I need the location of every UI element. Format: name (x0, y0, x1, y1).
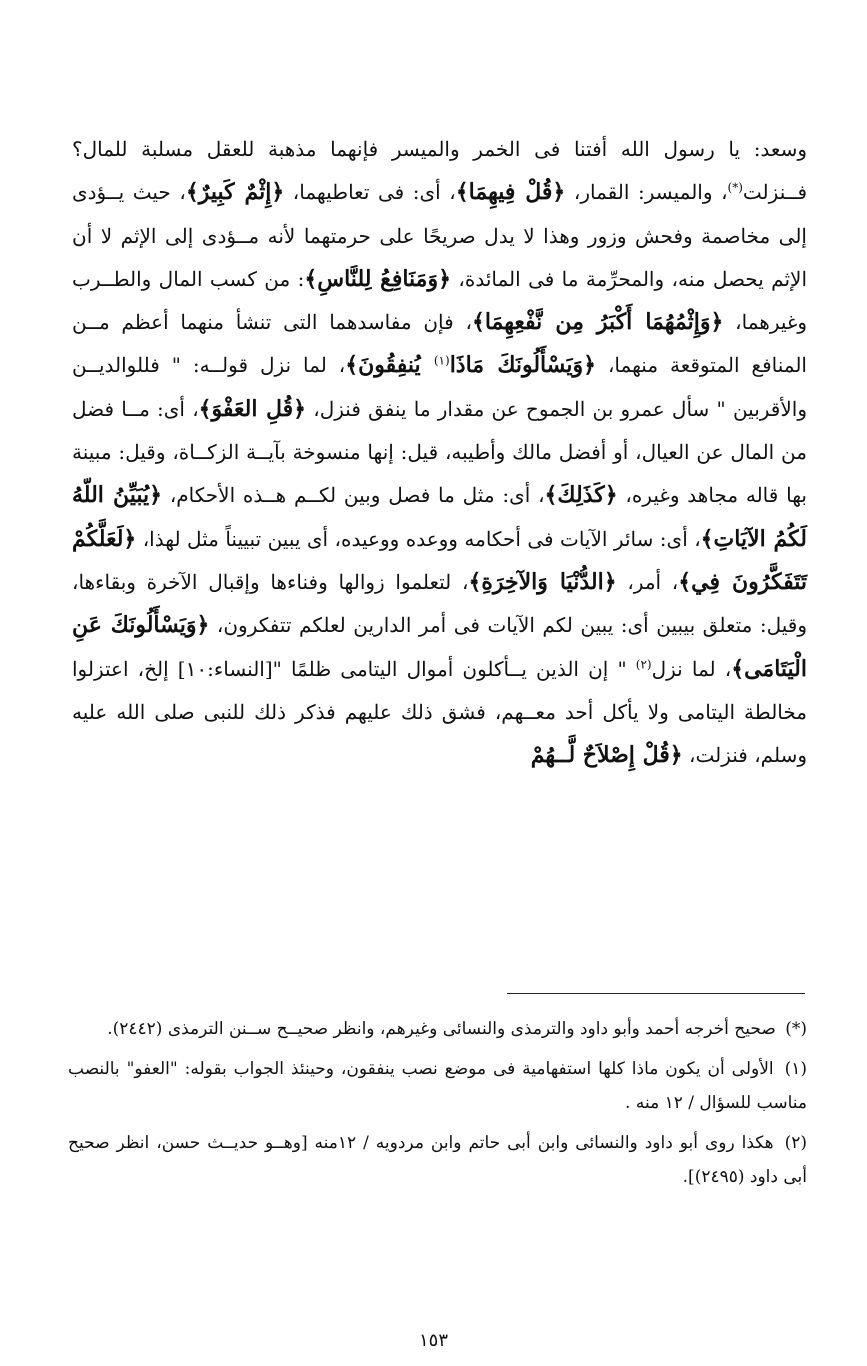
text-segment: وسعد: يا رسول الله أفتنا فى الخمر والميسر فإنهما مذهبة للعقل مسلبة للمال؟ فــنزلت (72, 137, 808, 205)
text-segment: ، حيث يــؤدى إلى مخاصمة وفحش وزور وهذا لا يدل صريحًا على حرمتهما لأنه مــؤدى إلى الإثم لا أن الإثم يحصل منه، والمحرِّمة ما فى المائدة، (72, 180, 808, 291)
text-segment: ، أى: مــا فضل من المال عن العيال، أو أفضل مالك وأطيبه، قيل: إنها منسوخة بآيــة الزكــاة، وقيل: مبينة بها قاله مجاهد وغيره، (72, 396, 807, 508)
quran-quote: ﴿يُبَيِّنُ اللّهُ لَكُمُ الآيَاتِ﴾ (72, 482, 807, 552)
footnote-divider (507, 993, 805, 994)
text-segment: : من كسب المال والطــرب وغيرهما، (72, 266, 808, 335)
text-segment: ، لما نزل (651, 656, 732, 681)
footnote-marker: (*) (785, 1019, 807, 1039)
text-segment: ، لما نزل قولــه: " فللوالديــن والأقربين " سأل عمرو بن الجموح عن مقدار ما ينفق فنزل، (72, 353, 807, 421)
quran-quote: ﴿قُلْ فِيهِمَا﴾ (455, 179, 566, 206)
footnote-ref[interactable]: (١) (433, 353, 450, 368)
text-segment: ، والميسر: القمار، (565, 180, 728, 205)
quran-quote: ﴿وَإِثْمُهُمَا أَكْبَرُ مِن نَّفْعِهِمَا﴾ (471, 309, 724, 336)
text-segment: ، فإن مفاسدهما التى تنشأ منهما أعظم مــن المنافع المتوقعة منهما، (72, 310, 807, 378)
footnote-text: الأولى أن يكون ماذا كلها استفهامية فى موضع نصب ينفقون، وحينئذ الجواب بقوله: "العفو" بالنصب مناسب للسؤال / ١٢ منه . (68, 1059, 807, 1113)
footnote-text: صحيح أخرجه أحمد وأبو داود والترمذى والنسائى وغيرهم، وانظر صحيــح ســنن الترمذى (٢٤٤٢). (107, 1019, 776, 1039)
text-segment: ، أى: مثل ما فصل وبين لكــم هــذه الأحكام، (162, 483, 545, 508)
footnote (68, 1126, 807, 1194)
footnote (68, 1012, 807, 1046)
quran-quote: ﴿كَذَلِكَ﴾ (544, 482, 618, 509)
quran-quote: ﴿وَمَنَافِعُ لِلنَّاسِ﴾ (304, 265, 451, 292)
text-segment: ، لتعلموا زوالها وفناءها وإقبال الآخرة وبقاءها، وقيل: متعلق بيبين أى: يبين لكم الآيات فى أمر الدارين لعلكم تتفكرون، (72, 569, 807, 638)
text-segment: ، أمر، (616, 569, 679, 594)
quran-quote: ﴿الدُّنْيَا وَالآخِرَةِ﴾ (468, 568, 617, 595)
footnote-ref[interactable]: (*) (727, 180, 743, 195)
footnote-marker: (٢) (784, 1133, 808, 1153)
quran-quote: يُنفِقُونَ﴾ (345, 352, 434, 379)
footnote (68, 1052, 807, 1120)
quran-quote: ﴿لَعَلَّكُمْ تَتَفَكَّرُونَ فِي﴾ (72, 525, 807, 595)
footnote-marker: (١) (784, 1059, 807, 1079)
quran-quote: ﴿قُلِ العَفْوَ﴾ (198, 395, 307, 422)
text-segment: " إن الذين يــأكلون أموال اليتامى ظلمًا "[النساء:١٠] إلخ، اعتزلوا مخالطة اليتامى ولا يأكل أحد معــهم، فشق ذلك عليهم فذكر ذلك للنبى صلى الله عليه وسلم، فنزلت، (72, 656, 807, 768)
text-segment: ، أى: سائر الآيات فى أحكامه ووعده ووعيده، أى يبين تبييناً مثل لهذا، (136, 526, 701, 551)
footnotes (68, 1012, 807, 1200)
text-segment: ، أى: فى تعاطيهما، (284, 180, 456, 205)
quran-quote: ﴿وَيَسْأَلُونَكَ عَنِ الْيَتَامَى﴾ (72, 612, 807, 682)
quran-quote: ﴿قُلْ إِصْلاَحٌ لَّــهُمْ (530, 742, 683, 769)
footnote-text: هكذا روى أبو داود والنسائى وابن أبى حاتم وابن مردويه / ١٢منه [وهــو حديــث حسن، انظر صحيح أبى داود (٢٤٩٥)]. (68, 1133, 807, 1187)
footnote-ref[interactable]: (٢) (635, 656, 652, 671)
quran-quote: ﴿وَيَسْأَلُونَكَ مَاذَا (449, 352, 597, 379)
quran-quote: ﴿إِثْمٌ كَبِيرٌ﴾ (185, 179, 285, 206)
page-number: ١٥٣ (418, 1330, 448, 1351)
main-text (72, 128, 807, 777)
